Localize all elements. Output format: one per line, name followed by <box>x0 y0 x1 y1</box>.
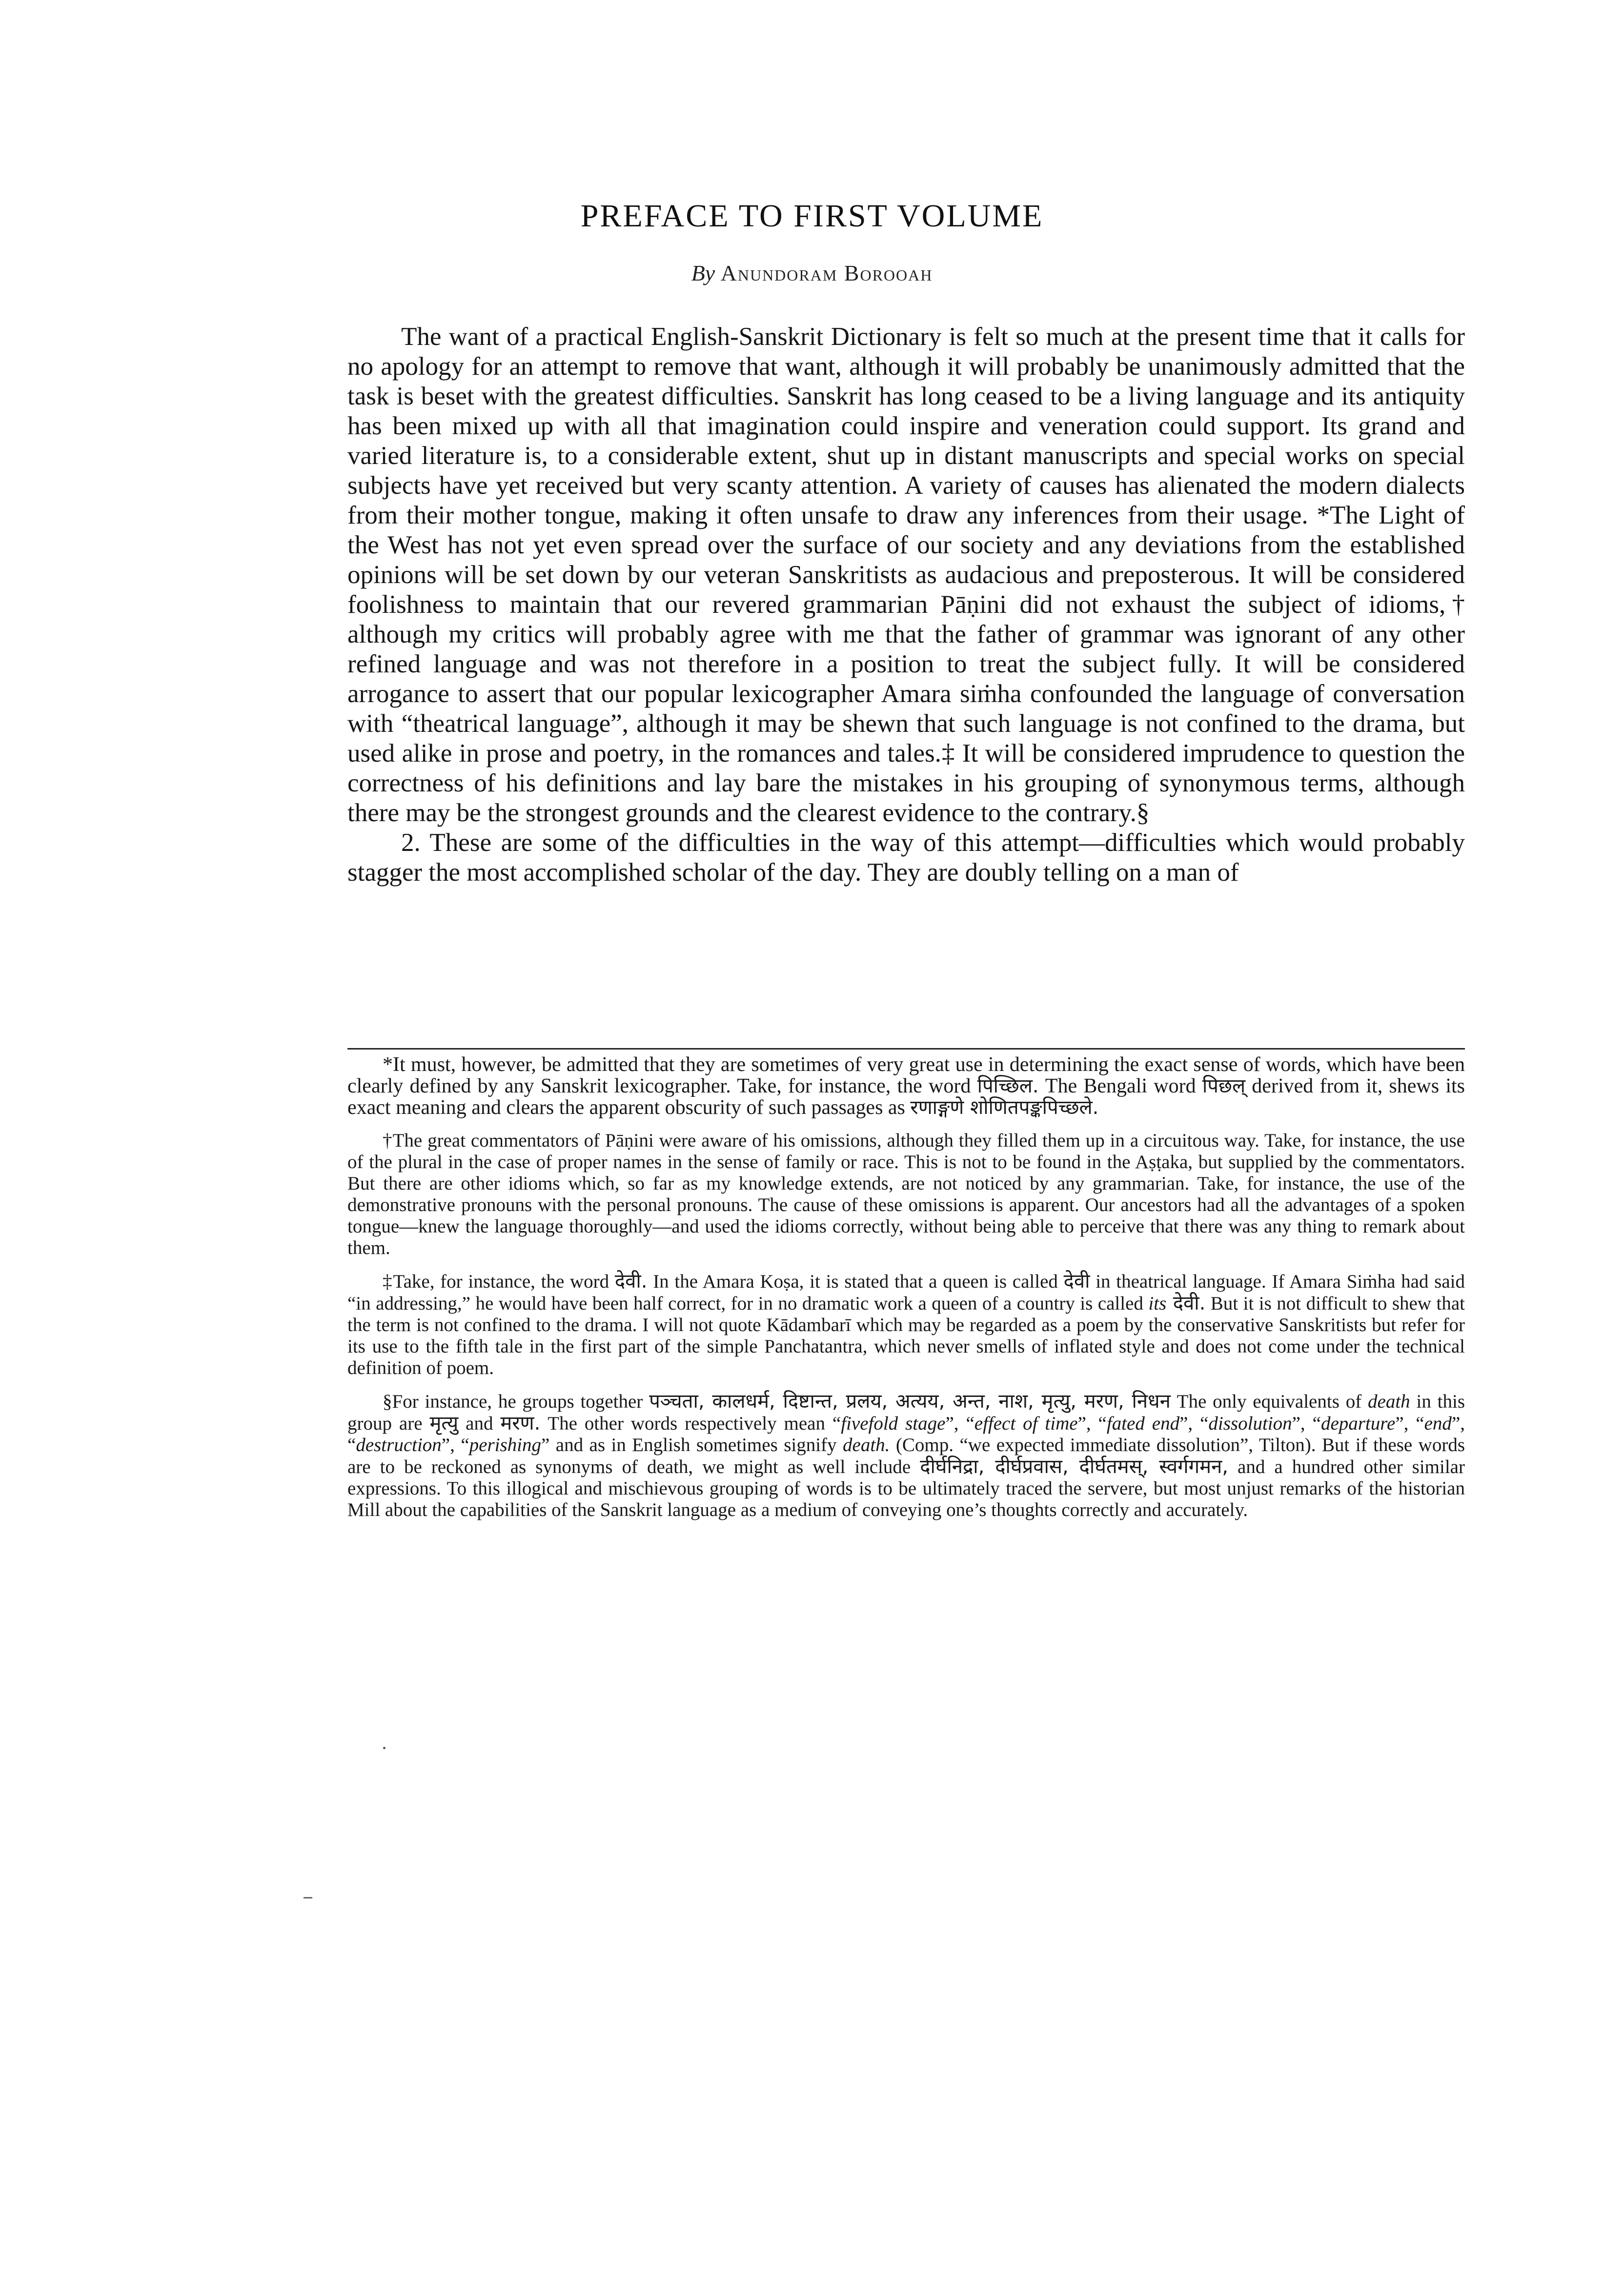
footnote-asterisk <box>347 1054 1465 1118</box>
footnote-double-dagger <box>347 1271 1465 1379</box>
footnote-text: ‡Take, for instance, the word <box>383 1271 615 1292</box>
sanskrit-term: मृत्यु <box>429 1412 459 1434</box>
footnote-text: ”, “ <box>1077 1413 1107 1434</box>
footnote-text: ”, “ <box>441 1434 469 1455</box>
footnote-text: and <box>458 1413 501 1434</box>
footnote-text: ”, “ <box>1292 1413 1321 1434</box>
footnote-text: (Comp. “we expected immediate dissolution”, Tilton). But if these words are to be reckoned as synonyms of death, we might as well include <box>347 1434 1465 1477</box>
sanskrit-term: पिछल् <box>1202 1075 1246 1097</box>
footnote-emphasis: death <box>1368 1391 1410 1412</box>
footnote-emphasis: destruction <box>356 1434 442 1455</box>
footnote-text: in this group are <box>347 1391 1465 1434</box>
footnote-divider <box>347 1048 1465 1050</box>
sanskrit-term: पिच्छिल. <box>977 1075 1039 1097</box>
stray-dot-mark <box>383 1747 386 1749</box>
footnote-dagger: †The great commentators of Pāṇini were aware of his omissions, although they filled them up in a circuitous way. Take, for instance, the use of the plural in the case of proper names in the sense of family or race. This is not to be found in the Aṣṭaka, but supplied by the commentators. But there are other idioms which, so far as my knowledge extends, are not noticed by any grammarian. Take, for instance, the use of the demonstrative pronouns with the personal pronouns. The cause of these omissions is apparent. Our ancestors had all the advantages of a spoken tongue—knew the language thoroughly—and used the idioms correctly, without being able to perceive that there was any thing to remark about them. <box>347 1130 1465 1258</box>
footnote-emphasis: end <box>1424 1413 1452 1434</box>
sanskrit-term-list: दीर्घनिद्रा, दीर्घप्रवास, दीर्घतमस्, स्वर्गगमन, <box>920 1455 1229 1478</box>
byline <box>0 260 1624 286</box>
sanskrit-term-list: पञ्चता, कालधर्म, दिष्टान्त, प्रलय, अत्यय, अन्त, नाश, मृत्यु, मरण, निधन <box>649 1390 1171 1413</box>
footnote-emphasis: effect of time <box>974 1413 1078 1434</box>
footnote-text: derived from it, shews its exact meaning and clears the apparent obscurity of such passages as <box>347 1075 1465 1119</box>
footnote-emphasis: fated end <box>1106 1413 1180 1434</box>
paragraph-2: 2. These are some of the difficulties in the way of this attempt—difficulties which would probably stagger the most accomplished scholar of the day. They are doubly telling on a man of <box>347 828 1465 887</box>
footnote-text: ”, “ <box>1395 1413 1424 1434</box>
byline-by: By <box>691 261 715 285</box>
footnote-text: in theatrical language. If Amara Siṁha had said “in addressing,” he would have been half correct, for in no dramatic work a queen of a country is called <box>347 1271 1465 1314</box>
sanskrit-term: रणाङ्गणे शोणितपङ्कपिच्छले. <box>910 1096 1099 1119</box>
paragraph-1: The want of a practical English-Sanskrit Dictionary is felt so much at the present time that it calls for no apology for an attempt to remove that want, although it will probably be unanimously admitted that the task is beset with the greatest difficulties. Sanskrit has long ceased to be a living language and its antiquity has been mixed up with all that imagination could inspire and veneration could support. Its grand and varied literature is, to a considerable extent, shut up in distant manuscripts and special works on special subjects have yet received but very scanty attention. A variety of causes has alienated the modern dialects from their mother tongue, making it often unsafe to draw any inferences from their usage. *The Light of the West has not yet even spread over the surface of our society and any deviations from the established opinions will be set down by our veteran Sanskritists as audacious and preposterous. It will be considered foolishness to maintain that our revered grammarian Pāṇini did not exhaust the subject of idioms,† although my critics will probably agree with me that the father of grammar was ignorant of any other refined language and was not therefore in a position to treat the subject fully. It will be considered arrogance to assert that our popular lexicographer Amara siṁha confounded the language of conversation with “theatrical language”, although it may be shewn that such language is not confined to the drama, but used alike in prose and poetry, in the romances and tales.‡ It will be considered imprudence to question the correctness of his definitions and lay bare the mistakes in his grouping of synonymous terms, although there may be the strongest grounds and the clearest evidence to the contrary.§ <box>347 323 1465 827</box>
sanskrit-term: देवी. <box>1166 1292 1206 1314</box>
page-title: PREFACE TO FIRST VOLUME <box>580 198 1044 234</box>
footnote-emphasis: departure <box>1320 1413 1396 1434</box>
footnote-emphasis: perishing <box>469 1434 541 1455</box>
footnote-emphasis: death. <box>843 1434 890 1455</box>
footnote-text: *It must, however, be admitted that they are sometimes of very great use in determining the exact sense of words, which have been clearly defined by any Sanskrit lexicographer. Take, for instance, the word <box>347 1053 1465 1097</box>
sanskrit-term: मरण. <box>500 1412 541 1434</box>
footnote-section <box>347 1391 1465 1521</box>
footnote-emphasis: its <box>1148 1293 1167 1314</box>
footnote-text: §For instance, he groups together <box>383 1391 650 1412</box>
footnote-text: But it is not difficult to shew that the term is not confined to the drama. I will not quote Kādambarī which may be regarded as a poem by the conservative Sanskritists but refer for its use to the fifth tale in the first part of the simple Panchatantra, which never smells of inflated style and does not come under the technical definition of poem. <box>347 1293 1465 1378</box>
footnote-emphasis: fivefold stage <box>841 1413 946 1434</box>
sanskrit-term: देवी <box>1063 1270 1090 1292</box>
footnote-text: The other words respectively mean “ <box>540 1413 841 1434</box>
byline-author: Anundoram Borooah <box>720 261 933 285</box>
stray-dash-mark <box>304 1897 312 1898</box>
footnote-text: ” and as in English sometimes signify <box>541 1434 843 1455</box>
footnote-text: ”, “ <box>1179 1413 1209 1434</box>
footnotes <box>347 1054 1465 1533</box>
footnote-emphasis: dissolution <box>1208 1413 1292 1434</box>
footnote-text: In the Amara Koṣa, it is stated that a queen is called <box>647 1271 1064 1292</box>
footnote-text: ”, “ <box>347 1413 1465 1455</box>
footnote-text: The only equivalents of <box>1170 1391 1368 1412</box>
sanskrit-term: देवी. <box>614 1270 648 1292</box>
footnote-text: and a hundred other similar expressions. To this illogical and mischievous grouping of words is to be ultimately traced the servere, but most unjust remarks of the historian Mill about the capabilities of the Sanskrit language as a medium of conveying one’s thoughts correctly and accurately. <box>347 1456 1465 1520</box>
body-text <box>347 322 1465 888</box>
footnote-text: ”, “ <box>945 1413 974 1434</box>
footnote-text: The Bengali word <box>1038 1075 1202 1097</box>
